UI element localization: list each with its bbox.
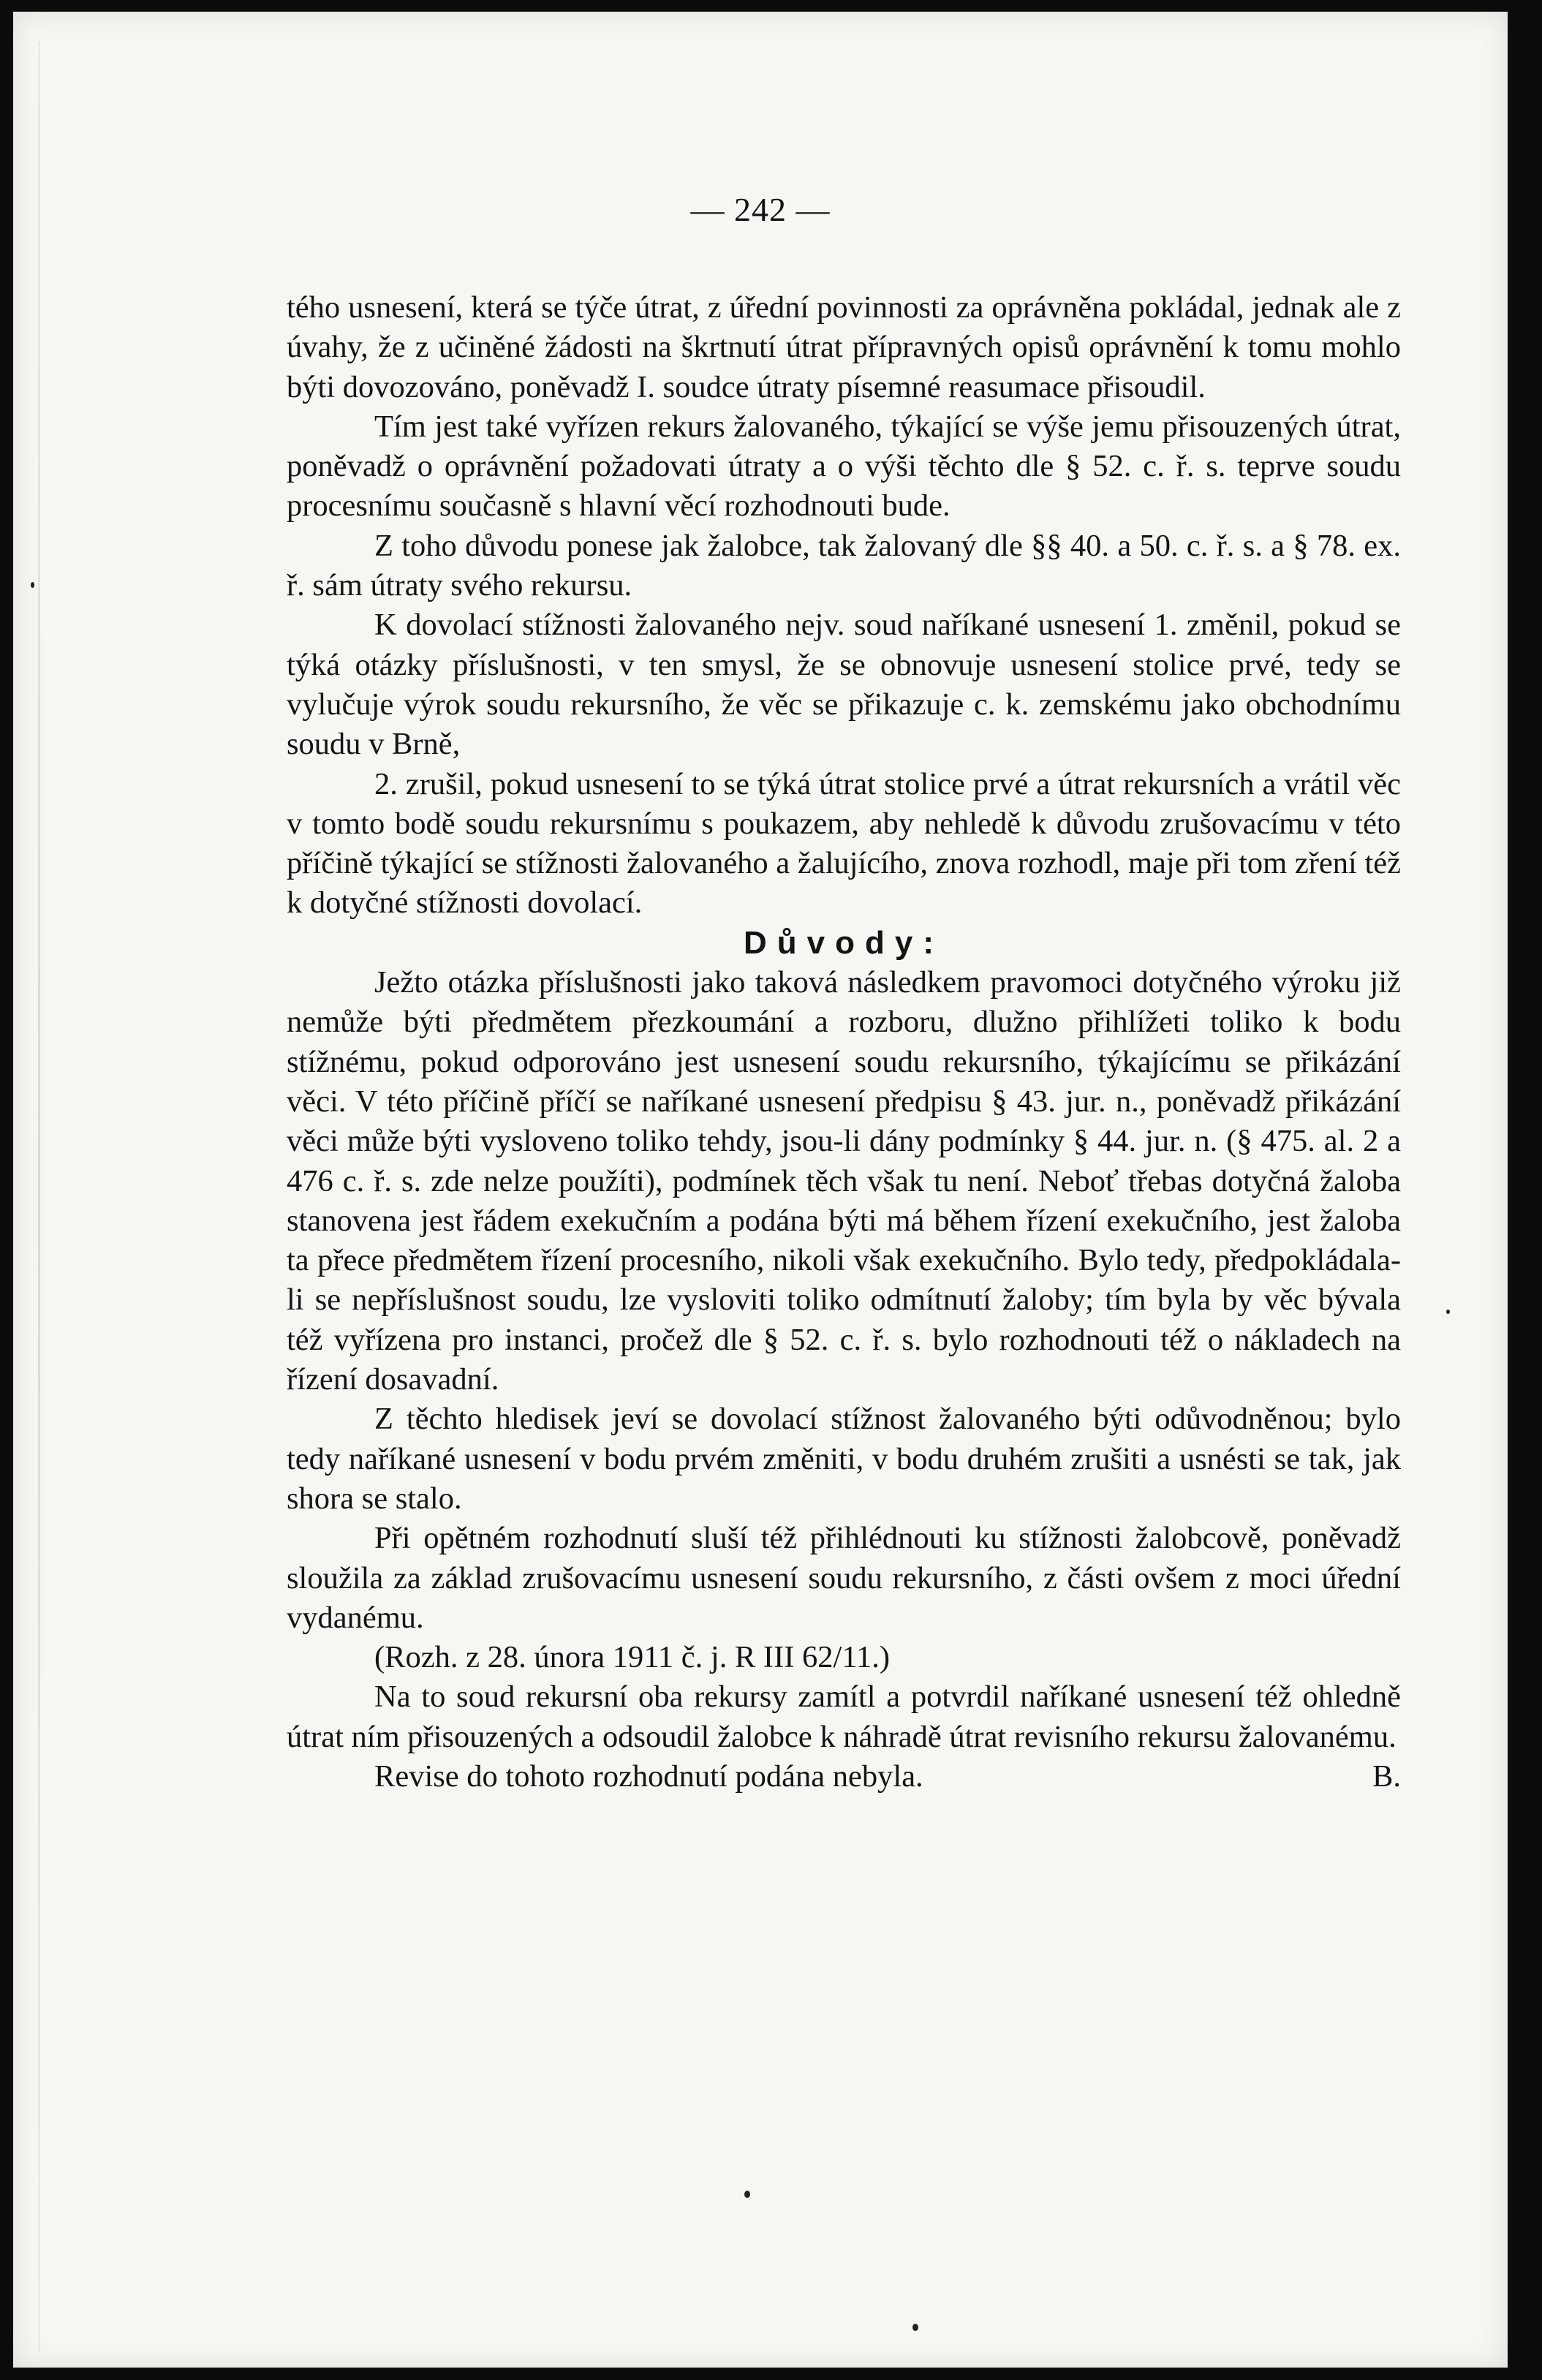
- body-text: [287, 288, 1401, 1797]
- paragraph-1: tého usnesení, která se týče útrat, z úřední povinnosti za oprávněna pokládal, jednak ale z úvahy, že z učiněné žádosti na škrtnutí útrat přípravných opisů oprávnění k tomu mohlo býti dovozováno, poněvadž I. soudce útraty písemné reasumace přisoudil.: [287, 290, 1401, 404]
- paragraph-2: Tím jest také vyřízen rekurs žalovaného, týkající se výše jemu přisouzených útrat, poněvadž o oprávnění požadovati útraty a o výši těchto dle § 52. c. ř. s. teprve soudu procesnímu současně s hlavní věcí rozhodnouti bude.: [287, 409, 1401, 524]
- final-line: Revise do tohoto rozhodnutí podána nebyla.: [374, 1758, 923, 1794]
- book-page: [13, 12, 1508, 2368]
- reasons-paragraph-3: Při opětném rozhodnutí sluší též přihlédnouti ku stížnosti žalobcově, poněvadž sloužila za základ zrušovacímu usnesení soudu rekursního, z části ovšem z moci úřední vydanému.: [287, 1521, 1401, 1635]
- ink-speck: [912, 2324, 918, 2331]
- section-heading: Důvody:: [744, 924, 944, 961]
- paragraph-5: 2. zrušil, pokud usnesení to se týká útrat stolice prvé a útrat rekursních a vrátil věc v tomto bodě soudu rekursnímu s poukazem, aby nehledě k důvodu zrušovacímu v této příčině týkající se stížnosti žalovaného a žalujícího, znova rozhodl, maje při tom zření též k dotyčné stížnosti dovolací.: [287, 766, 1401, 921]
- signature: B.: [1372, 1758, 1401, 1794]
- conclusion: Na to soud rekursní oba rekursy zamítl a potvrdil naříkané usnesení též ohledně útrat ním přisouzených a odsoudil žalobce k náhradě útrat revisního rekursu žalovanému.: [287, 1680, 1401, 1754]
- page-number: — 242 —: [690, 191, 831, 228]
- reasons-paragraph-2: Z těchto hledisek jeví se dovolací stížnost žalovaného býti odůvodněnou; bylo tedy naříkané usnesení v bodu prvém změniti, v bodu druhém zrušiti a usnésti se tak, jak shora se stalo.: [287, 1402, 1401, 1516]
- paragraph-4: K dovolací stížnosti žalovaného nejv. soud naříkané usnesení 1. změnil, pokud se týká otázky příslušnosti, v ten smysl, že se obnovuje usnesení stolice prvé, tedy se vylučuje výrok soudu rekursního, že věc se přikazuje c. k. zemskému jako obchodnímu soudu v Brně,: [287, 608, 1401, 762]
- ink-speck: [1446, 1310, 1450, 1314]
- paragraph-3: Z toho důvodu ponese jak žalobce, tak žalovaný dle §§ 40. a 50. c. ř. s. a § 78. ex. ř. sám útraty svého rekursu.: [287, 528, 1401, 603]
- reasons-paragraph-1: Ježto otázka příslušnosti jako taková následkem pravomoci dotyčného výroku již nemůže býti předmětem přezkoumání a rozboru, dlužno přihlížeti toliko k bodu stížnému, pokud odporováno jest usnesení soudu rekursního, týkajícímu se přikázání věci. V této příčině příčí se naříkané usnesení předpisu § 43. jur. n., poněvadž přikázání věci může býti vysloveno toliko tehdy, jsou-li dány podmínky § 44. jur. n. (§ 475. al. 2 a 476 c. ř. s. zde nelze použíti), podmínek těch však tu není. Neboť třebas dotyčná žaloba stanovena jest řádem exekučním a podána býti má během řízení exekučního, jest žaloba ta přece předmětem řízení procesního, nikoli však exekučního. Bylo tedy, předpokládala-li se nepříslušnost soudu, lze vysloviti toliko odmítnutí žaloby; tím byla by věc bývala též vyřízena pro instanci, pročež dle § 52. c. ř. s. bylo rozhodnouti též o nákladech na řízení dosavadní.: [287, 965, 1401, 1397]
- page-gutter-shadow: [38, 41, 40, 2351]
- ink-speck: [31, 582, 34, 588]
- citation: (Rozh. z 28. února 1911 č. j. R III 62/11.): [374, 1640, 891, 1675]
- final-row: [287, 1757, 1401, 1797]
- ink-speck: [744, 2191, 750, 2198]
